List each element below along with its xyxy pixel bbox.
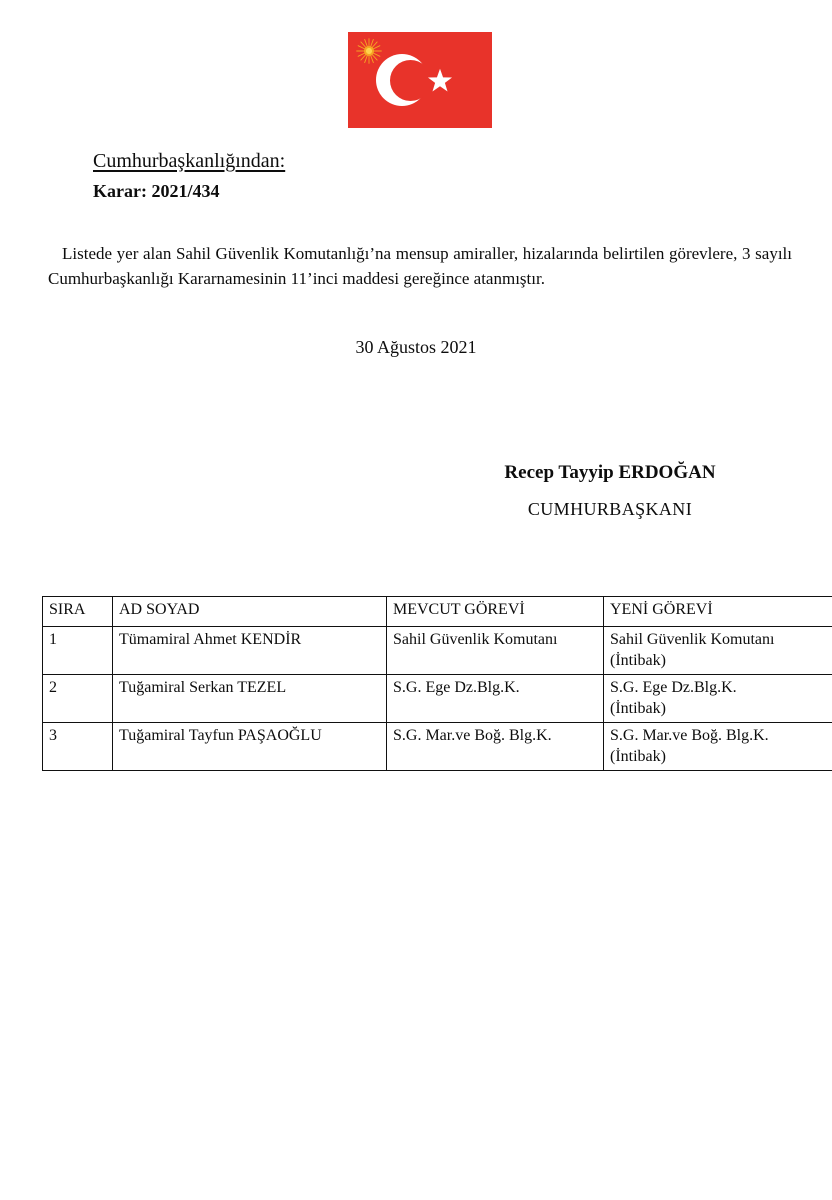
- cell-ad-soyad: Tuğamiral Tayfun PAŞAOĞLU: [113, 723, 387, 771]
- cell-yeni-gorevi: [604, 675, 832, 723]
- turkish-flag: [348, 32, 492, 128]
- cell-yeni-gorevi-note: (İntibak): [610, 652, 666, 669]
- cell-yeni-gorevi-note: (İntibak): [610, 700, 666, 717]
- star-icon: [427, 68, 453, 94]
- table-row: [43, 675, 832, 723]
- cell-sira: 1: [43, 627, 113, 675]
- cell-yeni-gorevi-note: (İntibak): [610, 748, 666, 765]
- column-header-yeni-gorevi: YENİ GÖREVİ: [604, 597, 832, 627]
- cell-yeni-gorevi-main: Sahil Güvenlik Komutanı: [610, 631, 775, 648]
- issuing-authority-line: Cumhurbaşkanlığından:: [93, 150, 286, 172]
- signatory-name: Recep Tayyip ERDOĞAN: [504, 462, 716, 483]
- cell-yeni-gorevi-main: S.G. Ege Dz.Blg.K.: [610, 679, 737, 696]
- cell-yeni-gorevi: [604, 627, 832, 675]
- cell-sira: 2: [43, 675, 113, 723]
- flag-red-field: [348, 32, 492, 128]
- cell-mevcut-gorevi: S.G. Mar.ve Boğ. Blg.K.: [387, 723, 604, 771]
- cell-mevcut-gorevi: Sahil Güvenlik Komutanı: [387, 627, 604, 675]
- cell-yeni-gorevi-main: S.G. Mar.ve Boğ. Blg.K.: [610, 727, 769, 744]
- column-header-sira: SIRA: [43, 597, 113, 627]
- appointments-table: [42, 596, 832, 771]
- document-date: 30 Ağustos 2021: [355, 337, 477, 357]
- table-row: [43, 723, 832, 771]
- table-row: [43, 627, 832, 675]
- presidency-sun-seal-icon: [355, 37, 383, 65]
- crescent-cutout: [390, 60, 431, 101]
- cell-yeni-gorevi: [604, 723, 832, 771]
- column-header-ad-soyad: AD SOYAD: [113, 597, 387, 627]
- cell-ad-soyad: Tümamiral Ahmet KENDİR: [113, 627, 387, 675]
- decision-number-line: Karar: 2021/434: [93, 181, 220, 201]
- cell-sira: 3: [43, 723, 113, 771]
- table-header-row: [43, 597, 832, 627]
- column-header-mevcut-gorevi: MEVCUT GÖREVİ: [387, 597, 604, 627]
- signatory-title: CUMHURBAŞKANI: [527, 499, 693, 519]
- body-paragraph: Listede yer alan Sahil Güvenlik Komutanlığı’na mensup amiraller, hizalarında belirtilen görevlere, 3 sayılı Cumhurbaşkanlığı Kararnamesinin 11’inci maddesi gereğince atanmıştır.: [48, 244, 792, 288]
- cell-mevcut-gorevi: S.G. Ege Dz.Blg.K.: [387, 675, 604, 723]
- cell-ad-soyad: Tuğamiral Serkan TEZEL: [113, 675, 387, 723]
